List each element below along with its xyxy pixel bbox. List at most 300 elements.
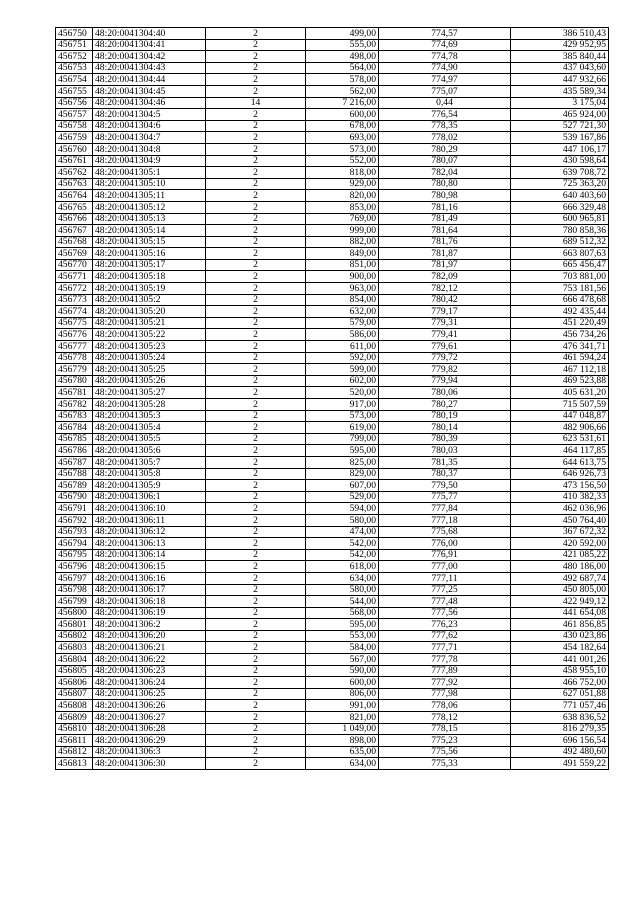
cadastral-value-cell: 451 220,49 — [511, 317, 609, 329]
table-row — [56, 155, 609, 167]
row-id-cell: 456806 — [56, 677, 93, 689]
cadastral-number-cell: 48:20:0041306:16 — [93, 572, 206, 584]
specific-value-cell: 777,11 — [379, 572, 511, 584]
cadastral-number-cell: 48:20:0041305:12 — [93, 201, 206, 213]
row-id-cell: 456808 — [56, 700, 93, 712]
row-id-cell: 456762 — [56, 167, 93, 179]
category-code-cell: 2 — [206, 190, 306, 202]
row-id-cell: 456772 — [56, 283, 93, 295]
category-code-cell: 2 — [206, 607, 306, 619]
cadastral-number-cell: 48:20:0041304:40 — [93, 28, 206, 40]
cadastral-value-cell: 527 721,30 — [511, 120, 609, 132]
specific-value-cell: 779,50 — [379, 480, 511, 492]
cadastral-value-cell: 437 043,60 — [511, 62, 609, 74]
cadastral-value-cell: 367 672,32 — [511, 526, 609, 538]
specific-value-cell: 777,56 — [379, 607, 511, 619]
row-id-cell: 456809 — [56, 712, 93, 724]
specific-value-cell: 780,06 — [379, 387, 511, 399]
table-body — [56, 28, 609, 770]
row-id-cell: 456767 — [56, 225, 93, 237]
category-code-cell: 2 — [206, 143, 306, 155]
specific-value-cell: 777,62 — [379, 630, 511, 642]
specific-value-cell: 777,48 — [379, 596, 511, 608]
row-id-cell: 456782 — [56, 399, 93, 411]
table-row — [56, 665, 609, 677]
table-row — [56, 677, 609, 689]
specific-value-cell: 779,94 — [379, 375, 511, 387]
table-row — [56, 39, 609, 51]
category-code-cell: 2 — [206, 456, 306, 468]
specific-value-cell: 781,76 — [379, 236, 511, 248]
specific-value-cell: 781,87 — [379, 248, 511, 260]
cadastral-number-cell: 48:20:0041305:25 — [93, 364, 206, 376]
cadastral-value-cell: 405 631,20 — [511, 387, 609, 399]
cadastral-value-cell: 447 048,87 — [511, 410, 609, 422]
area-cell: 851,00 — [306, 259, 379, 271]
area-cell: 600,00 — [306, 677, 379, 689]
row-id-cell: 456795 — [56, 549, 93, 561]
row-id-cell: 456789 — [56, 480, 93, 492]
cadastral-number-cell: 48:20:0041305:28 — [93, 399, 206, 411]
area-cell: 555,00 — [306, 39, 379, 51]
row-id-cell: 456811 — [56, 735, 93, 747]
specific-value-cell: 780,29 — [379, 143, 511, 155]
specific-value-cell: 779,72 — [379, 352, 511, 364]
specific-value-cell: 777,00 — [379, 561, 511, 573]
cadastral-number-cell: 48:20:0041305:5 — [93, 433, 206, 445]
cadastral-number-cell: 48:20:0041305:23 — [93, 341, 206, 353]
table-row — [56, 688, 609, 700]
category-code-cell: 2 — [206, 74, 306, 86]
category-code-cell: 2 — [206, 712, 306, 724]
area-cell: 520,00 — [306, 387, 379, 399]
specific-value-cell: 778,06 — [379, 700, 511, 712]
specific-value-cell: 778,02 — [379, 132, 511, 144]
table-row — [56, 630, 609, 642]
table-row — [56, 514, 609, 526]
table-row — [56, 503, 609, 515]
cadastral-number-cell: 48:20:0041306:26 — [93, 700, 206, 712]
specific-value-cell: 782,04 — [379, 167, 511, 179]
row-id-cell: 456778 — [56, 352, 93, 364]
specific-value-cell: 774,78 — [379, 51, 511, 63]
table-row — [56, 190, 609, 202]
cadastral-number-cell: 48:20:0041306:17 — [93, 584, 206, 596]
category-code-cell: 2 — [206, 549, 306, 561]
area-cell: 600,00 — [306, 109, 379, 121]
row-id-cell: 456761 — [56, 155, 93, 167]
table-row — [56, 619, 609, 631]
specific-value-cell: 774,97 — [379, 74, 511, 86]
cadastral-number-cell: 48:20:0041306:23 — [93, 665, 206, 677]
cadastral-number-cell: 48:20:0041305:6 — [93, 445, 206, 457]
area-cell: 799,00 — [306, 433, 379, 445]
cadastral-value-cell: 410 382,33 — [511, 491, 609, 503]
specific-value-cell: 781,35 — [379, 456, 511, 468]
cadastral-value-cell: 491 559,22 — [511, 758, 609, 770]
area-cell: 542,00 — [306, 549, 379, 561]
cadastral-number-cell: 48:20:0041305:4 — [93, 422, 206, 434]
table-row — [56, 468, 609, 480]
cadastral-number-cell: 48:20:0041305:3 — [93, 410, 206, 422]
cadastral-value-cell: 639 708,72 — [511, 167, 609, 179]
area-cell: 618,00 — [306, 561, 379, 573]
table-row — [56, 283, 609, 295]
row-id-cell: 456768 — [56, 236, 93, 248]
row-id-cell: 456779 — [56, 364, 93, 376]
cadastral-value-cell: 492 480,60 — [511, 746, 609, 758]
cadastral-number-cell: 48:20:0041305:8 — [93, 468, 206, 480]
table-row — [56, 572, 609, 584]
cadastral-number-cell: 48:20:0041305:11 — [93, 190, 206, 202]
row-id-cell: 456752 — [56, 51, 93, 63]
cadastral-number-cell: 48:20:0041305:13 — [93, 213, 206, 225]
category-code-cell: 2 — [206, 364, 306, 376]
row-id-cell: 456796 — [56, 561, 93, 573]
cadastral-number-cell: 48:20:0041304:43 — [93, 62, 206, 74]
category-code-cell: 2 — [206, 491, 306, 503]
area-cell: 963,00 — [306, 283, 379, 295]
cadastral-number-cell: 48:20:0041304:42 — [93, 51, 206, 63]
category-code-cell: 2 — [206, 225, 306, 237]
cadastral-value-cell: 386 510,43 — [511, 28, 609, 40]
area-cell: 898,00 — [306, 735, 379, 747]
cadastral-value-cell: 450 805,00 — [511, 584, 609, 596]
table-row — [56, 584, 609, 596]
specific-value-cell: 775,56 — [379, 746, 511, 758]
category-code-cell: 2 — [206, 723, 306, 735]
table-row — [56, 712, 609, 724]
row-id-cell: 456777 — [56, 341, 93, 353]
area-cell: 821,00 — [306, 712, 379, 724]
cadastral-number-cell: 48:20:0041306:11 — [93, 514, 206, 526]
cadastral-number-cell: 48:20:0041306:27 — [93, 712, 206, 724]
table-row — [56, 225, 609, 237]
cadastral-number-cell: 48:20:0041304:44 — [93, 74, 206, 86]
category-code-cell: 2 — [206, 85, 306, 97]
area-cell: 853,00 — [306, 201, 379, 213]
cadastral-number-cell: 48:20:0041306:30 — [93, 758, 206, 770]
table-row — [56, 132, 609, 144]
cadastral-value-cell: 600 965,81 — [511, 213, 609, 225]
specific-value-cell: 782,12 — [379, 283, 511, 295]
cadastral-value-cell: 646 926,73 — [511, 468, 609, 480]
table-row — [56, 143, 609, 155]
table-row — [56, 329, 609, 341]
row-id-cell: 456797 — [56, 572, 93, 584]
cadastral-value-cell: 422 949,12 — [511, 596, 609, 608]
area-cell: 474,00 — [306, 526, 379, 538]
area-cell: 634,00 — [306, 758, 379, 770]
cadastral-value-cell: 450 764,40 — [511, 514, 609, 526]
row-id-cell: 456758 — [56, 120, 93, 132]
cadastral-value-cell: 441 654,08 — [511, 607, 609, 619]
cadastral-value-cell: 429 952,95 — [511, 39, 609, 51]
category-code-cell: 2 — [206, 120, 306, 132]
table-row — [56, 62, 609, 74]
specific-value-cell: 780,27 — [379, 399, 511, 411]
row-id-cell: 456776 — [56, 329, 93, 341]
cadastral-value-cell: 663 807,63 — [511, 248, 609, 260]
specific-value-cell: 781,64 — [379, 225, 511, 237]
category-code-cell: 2 — [206, 700, 306, 712]
category-code-cell: 2 — [206, 109, 306, 121]
table-row — [56, 538, 609, 550]
category-code-cell: 2 — [206, 294, 306, 306]
cadastral-number-cell: 48:20:0041306:13 — [93, 538, 206, 550]
row-id-cell: 456783 — [56, 410, 93, 422]
row-id-cell: 456802 — [56, 630, 93, 642]
specific-value-cell: 777,18 — [379, 514, 511, 526]
specific-value-cell: 776,91 — [379, 549, 511, 561]
specific-value-cell: 780,37 — [379, 468, 511, 480]
cadastral-number-cell: 48:20:0041306:25 — [93, 688, 206, 700]
row-id-cell: 456770 — [56, 259, 93, 271]
area-cell: 544,00 — [306, 596, 379, 608]
area-cell: 595,00 — [306, 445, 379, 457]
table-row — [56, 178, 609, 190]
row-id-cell: 456775 — [56, 317, 93, 329]
table-row — [56, 271, 609, 283]
area-cell: 806,00 — [306, 688, 379, 700]
cadastral-value-cell: 780 858,36 — [511, 225, 609, 237]
area-cell: 568,00 — [306, 607, 379, 619]
cadastral-value-cell: 473 156,50 — [511, 480, 609, 492]
cadastral-value-cell: 753 181,56 — [511, 283, 609, 295]
cadastral-number-cell: 48:20:0041305:2 — [93, 294, 206, 306]
category-code-cell: 2 — [206, 468, 306, 480]
row-id-cell: 456753 — [56, 62, 93, 74]
row-id-cell: 456798 — [56, 584, 93, 596]
cadastral-number-cell: 48:20:0041304:7 — [93, 132, 206, 144]
area-cell: 580,00 — [306, 514, 379, 526]
table-row — [56, 607, 609, 619]
specific-value-cell: 778,15 — [379, 723, 511, 735]
table-row — [56, 700, 609, 712]
row-id-cell: 456810 — [56, 723, 93, 735]
specific-value-cell: 780,03 — [379, 445, 511, 457]
cadastral-value-cell: 689 512,32 — [511, 236, 609, 248]
cadastral-value-cell: 430 023,86 — [511, 630, 609, 642]
table-row — [56, 735, 609, 747]
row-id-cell: 456813 — [56, 758, 93, 770]
row-id-cell: 456787 — [56, 456, 93, 468]
specific-value-cell: 781,97 — [379, 259, 511, 271]
cadastral-number-cell: 48:20:0041304:45 — [93, 85, 206, 97]
row-id-cell: 456807 — [56, 688, 93, 700]
category-code-cell: 2 — [206, 178, 306, 190]
cadastral-number-cell: 48:20:0041306:24 — [93, 677, 206, 689]
specific-value-cell: 782,09 — [379, 271, 511, 283]
cadastral-value-cell: 666 478,68 — [511, 294, 609, 306]
cadastral-value-table — [55, 27, 609, 770]
area-cell: 599,00 — [306, 364, 379, 376]
specific-value-cell: 776,23 — [379, 619, 511, 631]
category-code-cell: 2 — [206, 665, 306, 677]
cadastral-value-cell: 464 117,85 — [511, 445, 609, 457]
category-code-cell: 2 — [206, 387, 306, 399]
table-row — [56, 387, 609, 399]
cadastral-value-cell: 771 057,46 — [511, 700, 609, 712]
category-code-cell: 2 — [206, 654, 306, 666]
table-row — [56, 456, 609, 468]
cadastral-number-cell: 48:20:0041304:9 — [93, 155, 206, 167]
row-id-cell: 456784 — [56, 422, 93, 434]
cadastral-value-cell: 447 932,66 — [511, 74, 609, 86]
cadastral-value-cell: 447 106,17 — [511, 143, 609, 155]
cadastral-value-cell: 3 175,04 — [511, 97, 609, 109]
specific-value-cell: 780,14 — [379, 422, 511, 434]
category-code-cell: 2 — [206, 445, 306, 457]
category-code-cell: 2 — [206, 259, 306, 271]
cadastral-number-cell: 48:20:0041304:41 — [93, 39, 206, 51]
category-code-cell: 2 — [206, 51, 306, 63]
area-cell: 929,00 — [306, 178, 379, 190]
area-cell: 567,00 — [306, 654, 379, 666]
specific-value-cell: 781,16 — [379, 201, 511, 213]
area-cell: 602,00 — [306, 375, 379, 387]
table-row — [56, 375, 609, 387]
cadastral-value-cell: 454 182,64 — [511, 642, 609, 654]
area-cell: 1 049,00 — [306, 723, 379, 735]
cadastral-value-cell: 435 589,34 — [511, 85, 609, 97]
specific-value-cell: 780,98 — [379, 190, 511, 202]
cadastral-value-cell: 465 924,00 — [511, 109, 609, 121]
table-row — [56, 364, 609, 376]
cadastral-number-cell: 48:20:0041306:10 — [93, 503, 206, 515]
cadastral-value-cell: 421 085,22 — [511, 549, 609, 561]
cadastral-number-cell: 48:20:0041305:14 — [93, 225, 206, 237]
cadastral-value-cell: 420 592,00 — [511, 538, 609, 550]
area-cell: 529,00 — [306, 491, 379, 503]
cadastral-value-cell: 492 435,44 — [511, 306, 609, 318]
category-code-cell: 2 — [206, 341, 306, 353]
cadastral-value-cell: 482 906,66 — [511, 422, 609, 434]
row-id-cell: 456763 — [56, 178, 93, 190]
cadastral-value-cell: 467 112,18 — [511, 364, 609, 376]
category-code-cell: 2 — [206, 155, 306, 167]
area-cell: 882,00 — [306, 236, 379, 248]
category-code-cell: 2 — [206, 132, 306, 144]
table-row — [56, 746, 609, 758]
row-id-cell: 456792 — [56, 514, 93, 526]
category-code-cell: 2 — [206, 399, 306, 411]
specific-value-cell: 775,33 — [379, 758, 511, 770]
category-code-cell: 2 — [206, 538, 306, 550]
table-row — [56, 410, 609, 422]
row-id-cell: 456805 — [56, 665, 93, 677]
cadastral-number-cell: 48:20:0041305:21 — [93, 317, 206, 329]
area-cell: 595,00 — [306, 619, 379, 631]
area-cell: 584,00 — [306, 642, 379, 654]
category-code-cell: 2 — [206, 329, 306, 341]
category-code-cell: 2 — [206, 677, 306, 689]
category-code-cell: 2 — [206, 283, 306, 295]
cadastral-number-cell: 48:20:0041306:28 — [93, 723, 206, 735]
cadastral-number-cell: 48:20:0041305:15 — [93, 236, 206, 248]
cadastral-number-cell: 48:20:0041305:9 — [93, 480, 206, 492]
area-cell: 552,00 — [306, 155, 379, 167]
cadastral-value-cell: 539 167,86 — [511, 132, 609, 144]
category-code-cell: 2 — [206, 480, 306, 492]
cadastral-number-cell: 48:20:0041306:20 — [93, 630, 206, 642]
table-row — [56, 317, 609, 329]
cadastral-value-cell: 715 507,59 — [511, 399, 609, 411]
cadastral-value-cell: 458 955,10 — [511, 665, 609, 677]
area-cell: 829,00 — [306, 468, 379, 480]
row-id-cell: 456793 — [56, 526, 93, 538]
cadastral-value-cell: 466 752,00 — [511, 677, 609, 689]
specific-value-cell: 774,90 — [379, 62, 511, 74]
row-id-cell: 456786 — [56, 445, 93, 457]
cadastral-value-cell: 703 881,00 — [511, 271, 609, 283]
area-cell: 499,00 — [306, 28, 379, 40]
category-code-cell: 2 — [206, 572, 306, 584]
cadastral-number-cell: 48:20:0041306:19 — [93, 607, 206, 619]
table-row — [56, 120, 609, 132]
category-code-cell: 2 — [206, 352, 306, 364]
specific-value-cell: 777,89 — [379, 665, 511, 677]
table-row — [56, 561, 609, 573]
specific-value-cell: 776,00 — [379, 538, 511, 550]
area-cell: 573,00 — [306, 410, 379, 422]
cadastral-value-cell: 441 001,26 — [511, 654, 609, 666]
table-row — [56, 480, 609, 492]
area-cell: 586,00 — [306, 329, 379, 341]
area-cell: 820,00 — [306, 190, 379, 202]
cadastral-number-cell: 48:20:0041305:10 — [93, 178, 206, 190]
table-row — [56, 167, 609, 179]
specific-value-cell: 780,42 — [379, 294, 511, 306]
cadastral-number-cell: 48:20:0041305:19 — [93, 283, 206, 295]
cadastral-number-cell: 48:20:0041306:12 — [93, 526, 206, 538]
cadastral-value-cell: 461 856,85 — [511, 619, 609, 631]
cadastral-value-cell: 665 456,47 — [511, 259, 609, 271]
area-cell: 498,00 — [306, 51, 379, 63]
cadastral-number-cell: 48:20:0041305:1 — [93, 167, 206, 179]
table-row — [56, 642, 609, 654]
cadastral-number-cell: 48:20:0041305:26 — [93, 375, 206, 387]
cadastral-number-cell: 48:20:0041305:16 — [93, 248, 206, 260]
specific-value-cell: 777,98 — [379, 688, 511, 700]
row-id-cell: 456755 — [56, 85, 93, 97]
row-id-cell: 456771 — [56, 271, 93, 283]
specific-value-cell: 778,35 — [379, 120, 511, 132]
row-id-cell: 456790 — [56, 491, 93, 503]
specific-value-cell: 779,31 — [379, 317, 511, 329]
specific-value-cell: 777,78 — [379, 654, 511, 666]
row-id-cell: 456791 — [56, 503, 93, 515]
table-row — [56, 201, 609, 213]
table-row — [56, 758, 609, 770]
specific-value-cell: 779,61 — [379, 341, 511, 353]
category-code-cell: 2 — [206, 642, 306, 654]
cadastral-number-cell: 48:20:0041306:21 — [93, 642, 206, 654]
specific-value-cell: 779,82 — [379, 364, 511, 376]
cadastral-value-cell: 816 279,35 — [511, 723, 609, 735]
table-row — [56, 259, 609, 271]
cadastral-value-cell: 385 840,44 — [511, 51, 609, 63]
document-page — [55, 27, 608, 770]
cadastral-number-cell: 48:20:0041305:18 — [93, 271, 206, 283]
cadastral-number-cell: 48:20:0041306:1 — [93, 491, 206, 503]
category-code-cell: 2 — [206, 271, 306, 283]
row-id-cell: 456764 — [56, 190, 93, 202]
area-cell: 999,00 — [306, 225, 379, 237]
category-code-cell: 2 — [206, 561, 306, 573]
category-code-cell: 2 — [206, 317, 306, 329]
cadastral-number-cell: 48:20:0041305:20 — [93, 306, 206, 318]
